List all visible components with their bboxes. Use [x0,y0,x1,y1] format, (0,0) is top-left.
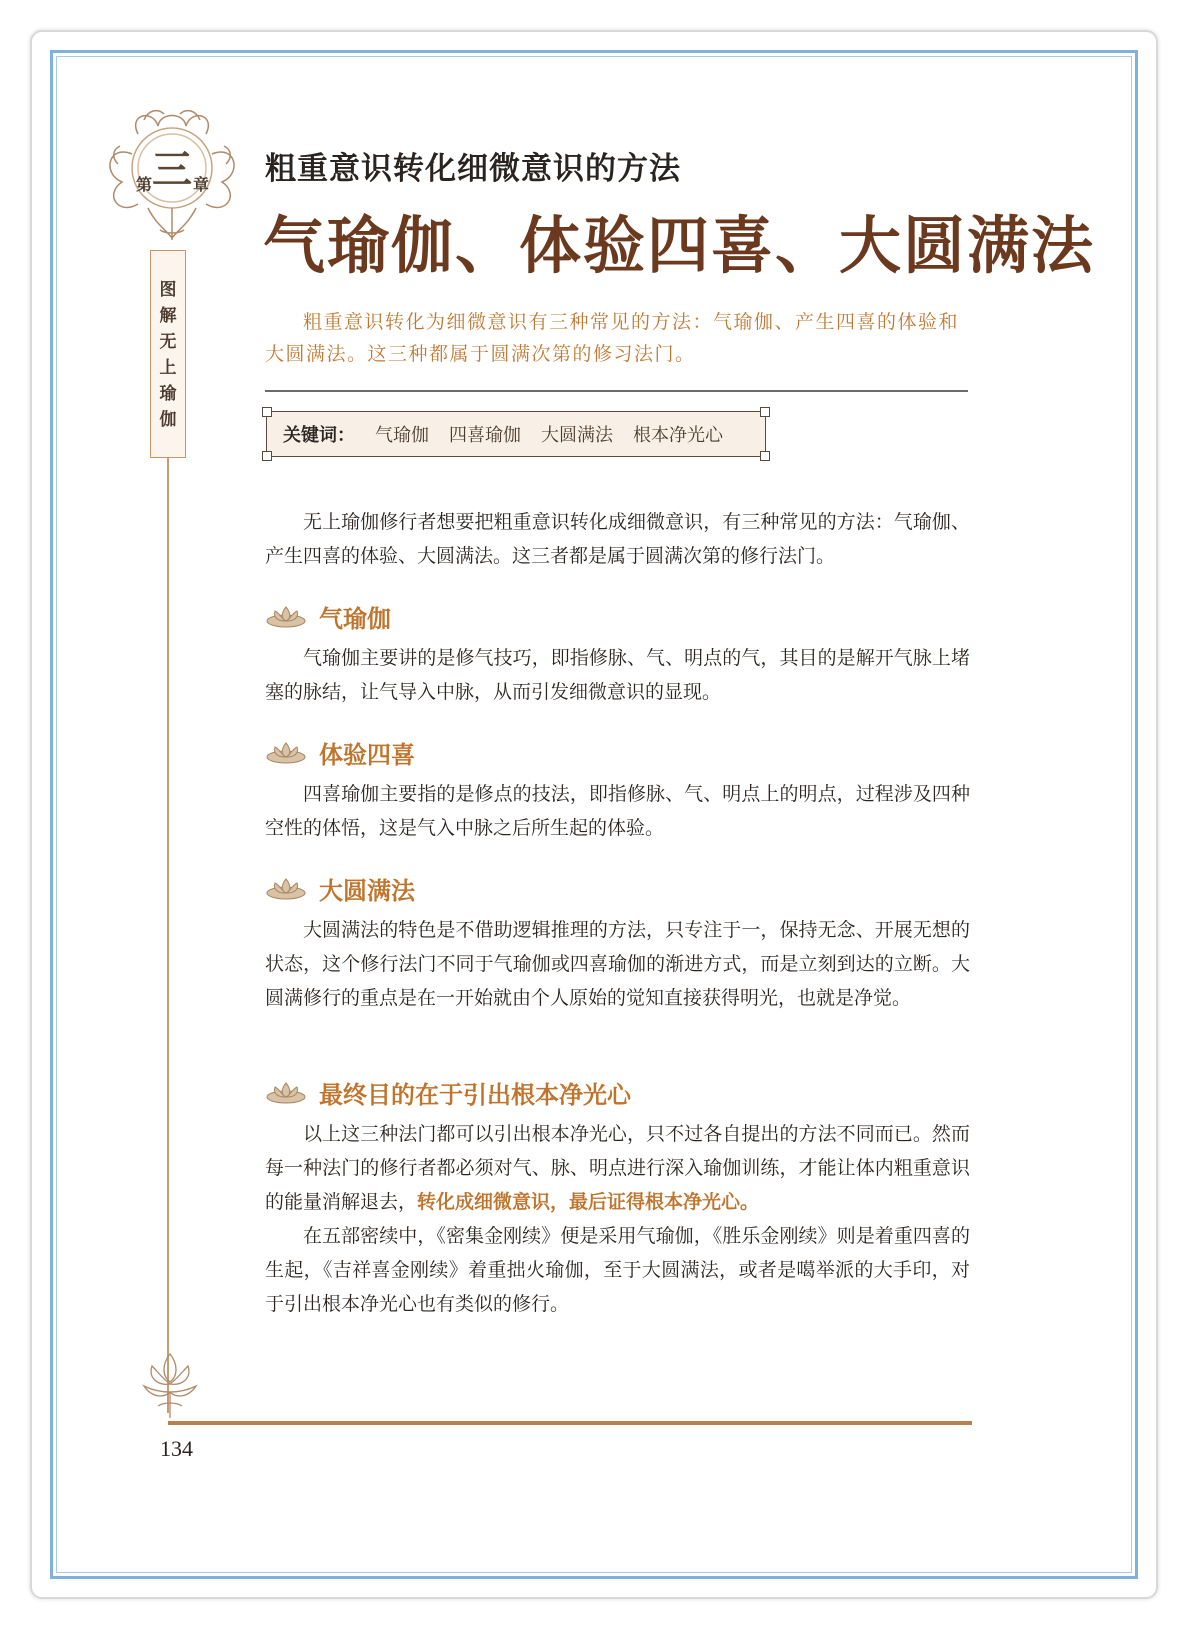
footer-rule [168,1421,972,1425]
keyword-item: 根本净光心 [633,425,723,446]
lotus-bullet-icon [265,603,307,629]
sidebar-char: 上 [159,358,177,378]
page-subtitle: 粗重意识转化细微意识的方法 [265,151,681,187]
sidebar-char: 伽 [159,410,177,430]
keywords-box [266,411,766,457]
section-heading [265,868,415,908]
section-heading [265,596,391,636]
intro-divider [265,390,968,392]
section-paragraph: 在五部密续中，《密集金刚续》便是采用气瑜伽，《胜乐金刚续》则是着重四喜的生起，《吉祥喜金刚续》着重拙火瑜伽，至于大圆满法，或者是噶举派的大手印，对于引出根本净光心也有类似的修行。 [265,1225,970,1315]
keywords-label: 关键词： [283,425,355,446]
sidebar-char: 无 [159,332,177,352]
paragraph-text: 以上这三种法门都可以引出根本净光心，只不过各自提出的方法不同而已。然而每一种法门的修行者都必须对气、脉、明点进行深入瑜伽训练，才能让体内粗重意识的能量消解退去， [265,1123,970,1213]
section-paragraph: 大圆满法的特色是不借助逻辑推理的方法，只专注于一，保持无念、开展无想的状态，这个修行法门不同于气瑜伽或四喜瑜伽的渐进方式，而是立刻到达的立断。大圆满修行的重点是在一开始就由个人原始的觉知直接获得明光，也就是净觉。 [265,919,970,1009]
highlighted-text: 转化成细微意识，最后证得根本净光心。 [417,1191,760,1213]
keyword-item: 气瑜伽 [375,425,429,446]
keywords-corner-ornament [262,451,272,461]
section-heading-text: 体验四喜 [319,740,415,769]
lotus-bullet-icon [265,739,307,765]
keywords-corner-ornament [760,451,770,461]
section-heading-text: 最终目的在于引出根本净光心 [319,1080,631,1109]
section-heading [265,1072,631,1112]
section-paragraph [265,1117,970,1219]
page-number: 134 [160,1436,193,1461]
body-intro-paragraph: 无上瑜伽修行者想要把粗重意识转化成细微意识，有三种常见的方法：气瑜伽、产生四喜的体验、大圆满法。这三者都是属于圆满次第的修行法门。 [265,511,970,567]
intro-paragraph: 粗重意识转化为细微意识有三种常见的方法：气瑜伽、产生四喜的体验和大圆满法。这三种都属于圆满次第的修习法门。 [265,311,960,365]
section-paragraph: 四喜瑜伽主要指的是修点的技法，即指修脉、气、明点上的明点，过程涉及四种空性的体悟，这是气入中脉之后所生起的体验。 [265,783,970,839]
sidebar-char: 解 [159,306,177,326]
section-heading-text: 大圆满法 [319,876,415,905]
keyword-item: 大圆满法 [541,425,613,446]
sidebar-char: 图 [159,280,177,300]
chapter-number: 三 [152,146,192,193]
section-heading [265,732,415,772]
chapter-prefix: 第 [136,175,153,194]
sidebar-vertical-line [167,458,169,1413]
chapter-suffix: 章 [193,175,210,194]
keywords-corner-ornament [262,407,272,417]
sidebar-char: 瑜 [159,384,177,404]
keywords-corner-ornament [760,407,770,417]
keyword-item: 四喜瑜伽 [449,425,521,446]
sidebar-book-tab [150,250,186,458]
lotus-bullet-icon [265,875,307,901]
lotus-ornament-icon [138,1348,202,1420]
section-paragraph: 气瑜伽主要讲的是修气技巧，即指修脉、气、明点的气，其目的是解开气脉上堵塞的脉结，让气导入中脉，从而引发细微意识的显现。 [265,647,970,703]
section-heading-text: 气瑜伽 [319,604,391,633]
lotus-bullet-icon [265,1079,307,1105]
page-title: 气瑜伽、体验四喜、大圆满法 [263,209,1096,282]
